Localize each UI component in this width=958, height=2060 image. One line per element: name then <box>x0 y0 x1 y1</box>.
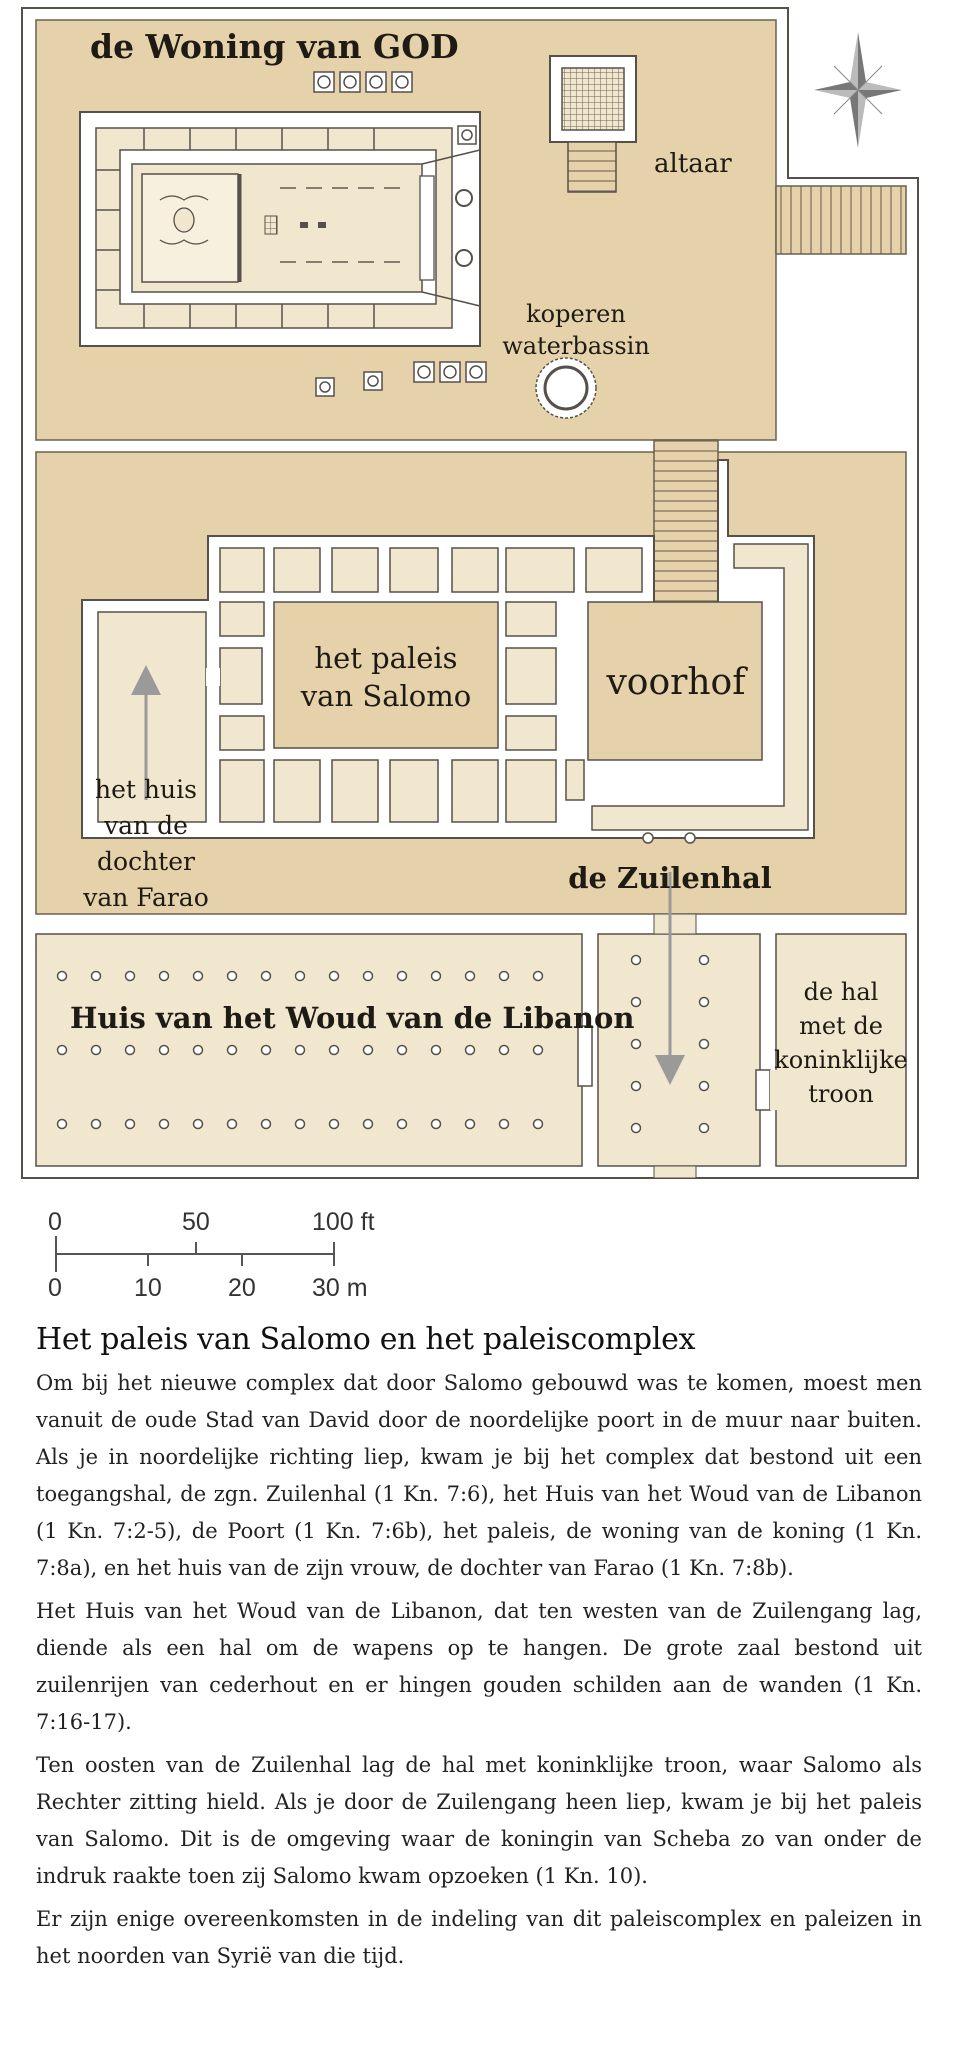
scale-ft-50: 50 <box>182 1208 210 1236</box>
lebanon-pillar <box>194 972 203 981</box>
article-paragraph-1: Om bij het nieuwe complex dat door Salomo gebouwd was te komen, moest men vanuit de oude Stad van David door de noordelijke poort in de muur naar buiten. Als je in noordelijke richting liep, kwam je bij het complex dat bestond uit een toegangshal, de zgn. Zuilenhal (1 Kn. 7:6), het Huis van het Woud van de Libanon (1 Kn. 7:2-5), de Poort (1 Kn. 7:6b), het paleis, de woning van de koning (1 Kn. 7:8a), en het huis van de zijn vrouw, de dochter van Farao (1 Kn. 7:8b). <box>36 1371 922 1580</box>
lebanon-pillar <box>160 1046 169 1055</box>
lebanon-pillar <box>92 972 101 981</box>
label-paleis-2: van Salomo <box>300 679 472 713</box>
label-paleis-1: het paleis <box>314 641 458 675</box>
article-paragraph-4: Er zijn enige overeenkomsten in de indeling van dit paleiscomplex en paleizen in het noorden van Syrië van die tijd. <box>36 1907 922 1968</box>
lebanon-pillar <box>228 1120 237 1129</box>
zuilenhal-pillar <box>700 1082 709 1091</box>
lebanon-pillar <box>262 1046 271 1055</box>
zuilenhal-pillar <box>700 998 709 1007</box>
lebanon-pillar <box>398 972 407 981</box>
temple-building <box>80 112 480 346</box>
article-paragraph-2: Het Huis van het Woud van de Libanon, dat ten westen van de Zuilengang lag, diende als een hal om de wapens op te hangen. De grote zaal bestond uit zuilenrijen van cederhout en er hingen gouden schilden aan de wanden (1 Kn. 7:16-17). <box>36 1599 922 1734</box>
label-bassin-2: waterbassin <box>502 332 650 360</box>
lebanon-pillar <box>194 1046 203 1055</box>
label-troon-4: troon <box>808 1080 874 1108</box>
scale-m-0: 0 <box>48 1274 62 1302</box>
lebanon-pillar <box>228 1046 237 1055</box>
lebanon-pillar <box>194 1120 203 1129</box>
scale-m-10: 10 <box>134 1274 162 1302</box>
lebanon-pillar <box>58 972 67 981</box>
zuilenhal-pillar <box>700 1124 709 1133</box>
lebanon-pillar <box>398 1046 407 1055</box>
lebanon-pillar <box>466 1120 475 1129</box>
lebanon-pillar <box>534 1046 543 1055</box>
lebanon-pillar <box>126 972 135 981</box>
lebanon-pillar <box>500 1046 509 1055</box>
temple-court <box>36 20 906 440</box>
lebanon-pillar <box>398 1120 407 1129</box>
bronze-sea <box>536 358 596 418</box>
lebanon-pillar <box>58 1046 67 1055</box>
lebanon-pillar <box>330 1046 339 1055</box>
lebanon-pillar <box>296 1046 305 1055</box>
lebanon-pillar <box>126 1046 135 1055</box>
lebanon-pillar <box>58 1120 67 1129</box>
palace-court <box>36 440 906 914</box>
lebanon-pillar <box>92 1046 101 1055</box>
zuilenhal-pillar <box>700 1040 709 1049</box>
article-title: Het paleis van Salomo en het paleiscomplex <box>36 1322 696 1357</box>
label-troon-1: de hal <box>803 978 879 1006</box>
zuilenhal-pillar <box>632 1124 641 1133</box>
palace-of-solomon <box>274 602 498 748</box>
lebanon-pillar <box>126 1120 135 1129</box>
scale-m-30: 30 m <box>312 1274 368 1302</box>
lebanon-pillar <box>296 1120 305 1129</box>
scale-m-20: 20 <box>228 1274 256 1302</box>
lebanon-pillar <box>534 1120 543 1129</box>
zuilenhal-pillar <box>632 956 641 965</box>
label-dochter-3: dochter <box>97 847 195 876</box>
lebanon-pillar <box>466 972 475 981</box>
lebanon-pillar <box>364 1120 373 1129</box>
stairs-to-temple <box>654 440 718 606</box>
lebanon-pillar <box>228 972 237 981</box>
label-altaar: altaar <box>654 149 732 179</box>
label-dochter-2: van de <box>104 811 188 840</box>
scale-ft-100: 100 ft <box>312 1208 375 1236</box>
label-troon-3: koninklijke <box>774 1046 908 1074</box>
lebanon-pillar <box>500 972 509 981</box>
scale-ft-0: 0 <box>48 1208 62 1236</box>
lebanon-pillar <box>160 972 169 981</box>
label-woning: de Woning van GOD <box>90 27 459 66</box>
label-dochter-1: het huis <box>95 775 197 804</box>
lebanon-pillar <box>432 1046 441 1055</box>
zuilenhal-pillar <box>632 1040 641 1049</box>
lebanon-pillar <box>330 972 339 981</box>
compass-rose-icon <box>814 32 902 148</box>
pillar-jachin <box>456 190 472 206</box>
label-bassin-1: koperen <box>526 300 626 328</box>
east-stairs <box>776 186 906 254</box>
lebanon-pillar <box>500 1120 509 1129</box>
hall-of-pillars <box>598 934 760 1166</box>
label-libanon: Huis van het Woud van de Libanon <box>70 1001 635 1035</box>
lebanon-pillar <box>330 1120 339 1129</box>
lebanon-pillar <box>160 1120 169 1129</box>
label-troon-2: met de <box>799 1012 883 1040</box>
zuilenhal-pillar <box>632 1082 641 1091</box>
lebanon-pillar <box>534 972 543 981</box>
label-zuilenhal: de Zuilenhal <box>568 861 772 895</box>
lebanon-pillar <box>296 972 305 981</box>
article <box>36 1322 922 1981</box>
lebanon-pillar <box>364 1046 373 1055</box>
lebanon-pillar <box>92 1120 101 1129</box>
label-voorhof: voorhof <box>606 662 746 703</box>
zuilenhal-pillar <box>700 956 709 965</box>
lebanon-pillar <box>432 972 441 981</box>
pillar-boaz <box>456 250 472 266</box>
scale-bar <box>48 1208 375 1302</box>
lebanon-pillar <box>262 1120 271 1129</box>
label-dochter-4: van Farao <box>83 883 209 912</box>
lebanon-pillar <box>262 972 271 981</box>
lebanon-pillar <box>432 1120 441 1129</box>
article-paragraph-3: Ten oosten van de Zuilenhal lag de hal met koninklijke troon, waar Salomo als Rechter zitting hield. Als je door de Zuilengang heen liep, kwam je bij het paleis van Salomo. Dit is de omgeving waar de koningin van Scheba zo van onder de indruk raakte toen zij Salomo kwam opzoeken (1 Kn. 10). <box>36 1753 922 1888</box>
lebanon-pillar <box>364 972 373 981</box>
lebanon-pillar <box>466 1046 475 1055</box>
